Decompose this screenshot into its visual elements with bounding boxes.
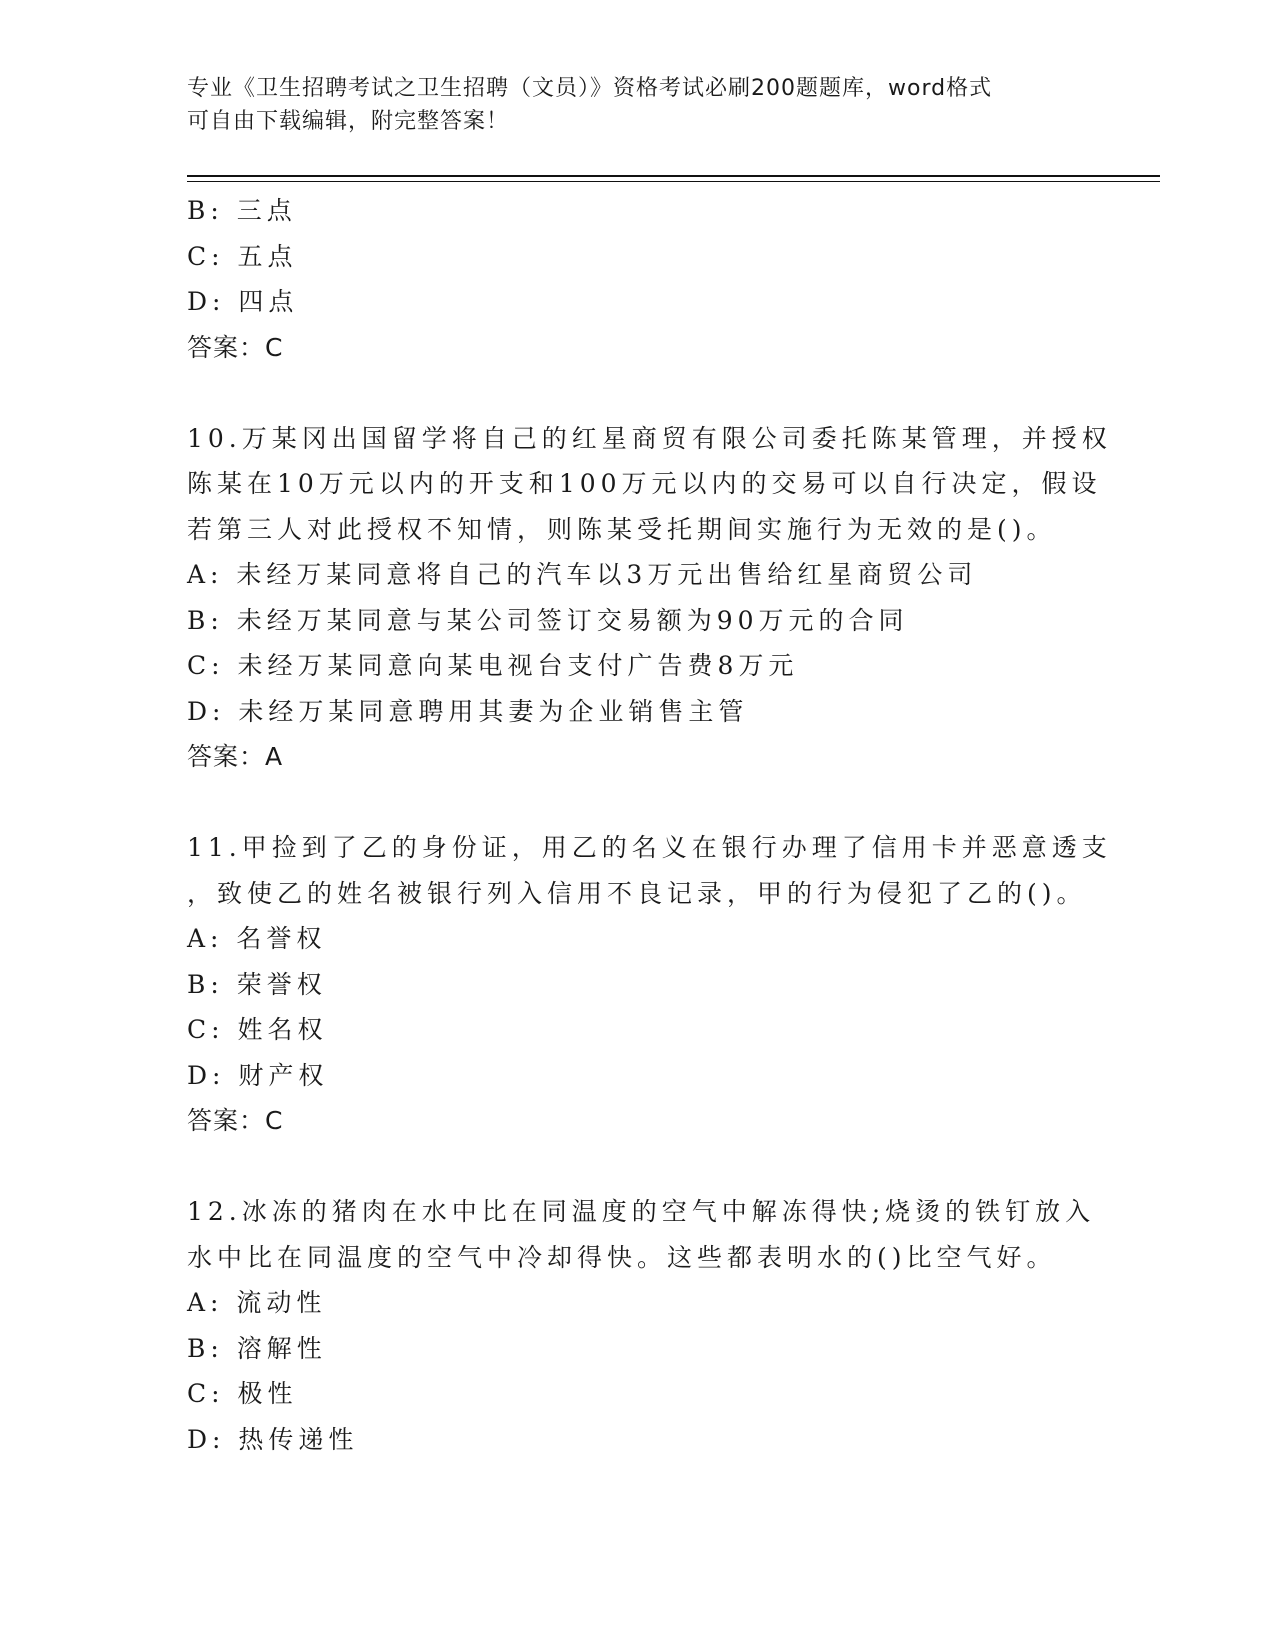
header-line-2: 可自由下载编辑，附完整答案！: [187, 109, 510, 134]
question-text-line: ，致使乙的姓名被银行列入信用不良记录，甲的行为侵犯了乙的()。: [187, 878, 1087, 908]
option-c: C: 极性: [187, 1379, 298, 1408]
prev-question: [187, 188, 1087, 370]
option-d: D: 四点: [187, 287, 299, 316]
option-c: C: 五点: [187, 241, 298, 271]
question-content: [187, 188, 1112, 1462]
header-rule-thin: [187, 181, 1160, 182]
option-c: C: 姓名权: [187, 1015, 328, 1044]
option-d: D: 未经万某同意聘用其妻为企业销售主管: [187, 696, 749, 726]
question-text-line: 若第三人对此授权不知情，则陈某受托期间实施行为无效的是()。: [187, 514, 1057, 544]
question-text-line: 12.冰冻的猪肉在水中比在同温度的空气中解冻得快;烧烫的铁钉放入: [187, 1197, 1096, 1226]
option-a: A: 流动性: [187, 1288, 327, 1317]
header-line-1: 专业《卫生招聘考试之卫生招聘（文员）》资格考试必刷200题题库，word格式: [187, 76, 993, 101]
question-text-line: 陈某在10万元以内的开支和100万元以内的交易可以自行决定，假设: [187, 469, 1102, 498]
option-c: C: 未经万某同意向某电视台支付广告费8万元: [187, 651, 799, 680]
option-d: D: 财产权: [187, 1060, 329, 1090]
question-11: [187, 825, 1112, 1144]
option-b: B: 荣誉权: [187, 969, 327, 999]
answer-line: 答案：C: [187, 1106, 284, 1135]
question-10: [187, 416, 1112, 780]
question-text-line: 10.万某冈出国留学将自己的红星商贸有限公司委托陈某管理，并授权: [187, 423, 1112, 453]
option-d: D: 热传递性: [187, 1424, 359, 1454]
question-12: [187, 1189, 1096, 1462]
question-text-line: 水中比在同温度的空气中冷却得快。这些都表明水的()比空气好。: [187, 1242, 1057, 1272]
answer-line: 答案：C: [187, 332, 284, 362]
question-text-line: 11.甲捡到了乙的身份证，用乙的名义在银行办理了信用卡并恶意透支: [187, 833, 1112, 862]
answer-line: 答案：A: [187, 742, 284, 771]
option-a: A: 未经万某同意将自己的汽车以3万元出售给红星商贸公司: [187, 560, 978, 589]
option-b: B: 三点: [187, 196, 297, 225]
document-header: [187, 72, 1067, 138]
option-b: B: 溶解性: [187, 1333, 327, 1363]
option-b: B: 未经万某同意与某公司签订交易额为90万元的合同: [187, 605, 909, 635]
header-rule-thick: [187, 175, 1160, 177]
option-a: A: 名誉权: [187, 924, 327, 953]
